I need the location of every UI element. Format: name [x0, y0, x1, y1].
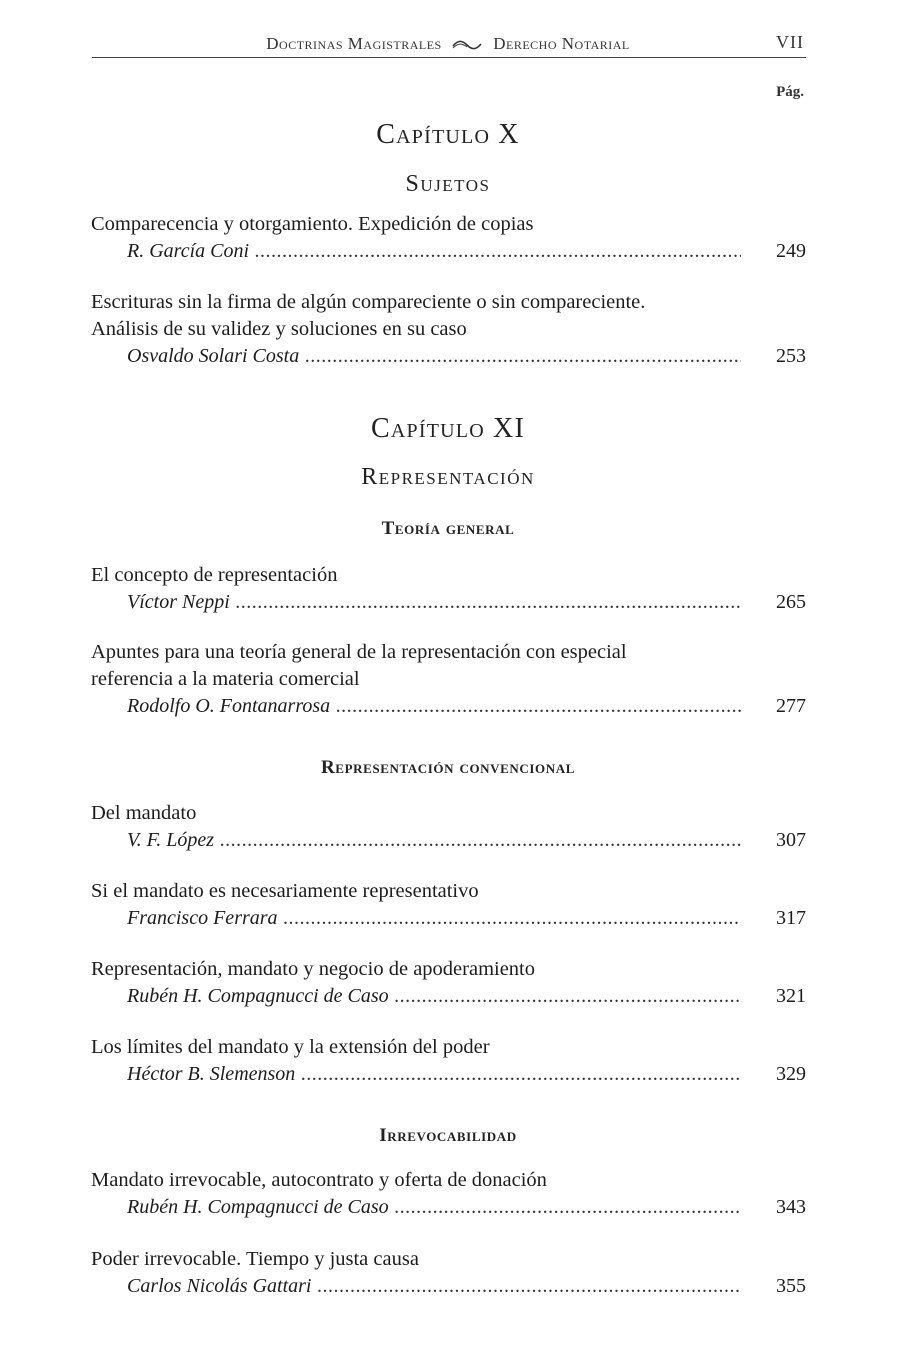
entry-title: El concepto de representación: [91, 564, 338, 586]
volume-title: Derecho Notarial: [493, 34, 630, 53]
series-title: Doctrinas Magistrales: [266, 34, 442, 53]
toc-entry: [91, 1167, 806, 1220]
entry-title: Escrituras sin la firma de algún compareciente o sin compareciente.: [91, 291, 646, 313]
entry-page: 265: [776, 591, 806, 613]
toc-entry: [91, 878, 806, 931]
toc-entry: [91, 800, 806, 853]
toc-entry: [91, 1034, 806, 1087]
entry-author: Rodolfo O. Fontanarrosa .....: [127, 693, 741, 719]
entry-title: Comparecencia y otorgamiento. Expedición de copias: [91, 213, 534, 235]
entry-page: 343: [776, 1196, 806, 1218]
entry-title: Apuntes para una teoría general de la representación con especial: [91, 641, 627, 663]
section-heading: Teoría general: [381, 518, 515, 539]
entry-title: Si el mandato es necesariamente representativo: [91, 880, 479, 902]
chapter-x-name: Sujetos: [405, 171, 491, 197]
entry-author: Osvaldo Solari Costa .....: [127, 343, 741, 369]
entry-author: R. García Coni .....: [127, 238, 741, 264]
chapter-x-number: Capítulo X: [376, 119, 520, 150]
entry-title: Análisis de su validez y soluciones en su caso: [91, 318, 467, 340]
chapter-xi-name: Representación: [361, 464, 535, 490]
entry-author: Víctor Neppi .....: [127, 589, 741, 615]
entry-page: 329: [776, 1063, 806, 1085]
toc-entry: [91, 639, 806, 719]
entry-page: 355: [776, 1275, 806, 1297]
entry-author: Rubén H. Compagnucci de Caso .....: [127, 1194, 741, 1220]
toc-entry: [91, 289, 806, 369]
toc-entry: [91, 1246, 806, 1299]
ornament-icon: [452, 40, 482, 50]
entry-page: 321: [776, 985, 806, 1007]
page-number: VII: [776, 32, 804, 52]
entry-title: referencia a la materia comercial: [91, 668, 360, 690]
toc-entry: [91, 956, 806, 1009]
section-heading: Irrevocabilidad: [379, 1125, 517, 1146]
entry-title: Representación, mandato y negocio de apoderamiento: [91, 958, 536, 980]
entry-author: Héctor B. Slemenson .....: [127, 1061, 741, 1087]
toc-entry: [91, 211, 806, 264]
entry-author: Rubén H. Compagnucci de Caso .....: [127, 983, 741, 1009]
chapter-xi-number: Capítulo XI: [371, 413, 525, 444]
header-rule: [92, 57, 806, 58]
entry-page: 317: [776, 907, 806, 929]
toc-entry: [91, 562, 806, 615]
entry-title: Del mandato: [91, 802, 197, 824]
entry-page: 307: [776, 829, 806, 851]
entry-author: Carlos Nicolás Gattari .....: [127, 1273, 741, 1299]
entry-page: 277: [776, 695, 806, 717]
entry-title: Los límites del mandato y la extensión del poder: [91, 1036, 490, 1058]
running-title: [92, 34, 804, 54]
page-column-label: Pág.: [776, 84, 804, 100]
entry-author: V. F. López .....: [127, 827, 741, 853]
entry-author: Francisco Ferrara .....: [127, 905, 741, 931]
entry-title: Mandato irrevocable, autocontrato y oferta de donación: [91, 1169, 547, 1191]
entry-title: Poder irrevocable. Tiempo y justa causa: [91, 1248, 419, 1270]
section-heading: Representación convencional: [320, 757, 575, 778]
entry-page: 249: [776, 240, 806, 262]
running-header: [92, 32, 804, 58]
entry-page: 253: [776, 345, 806, 367]
